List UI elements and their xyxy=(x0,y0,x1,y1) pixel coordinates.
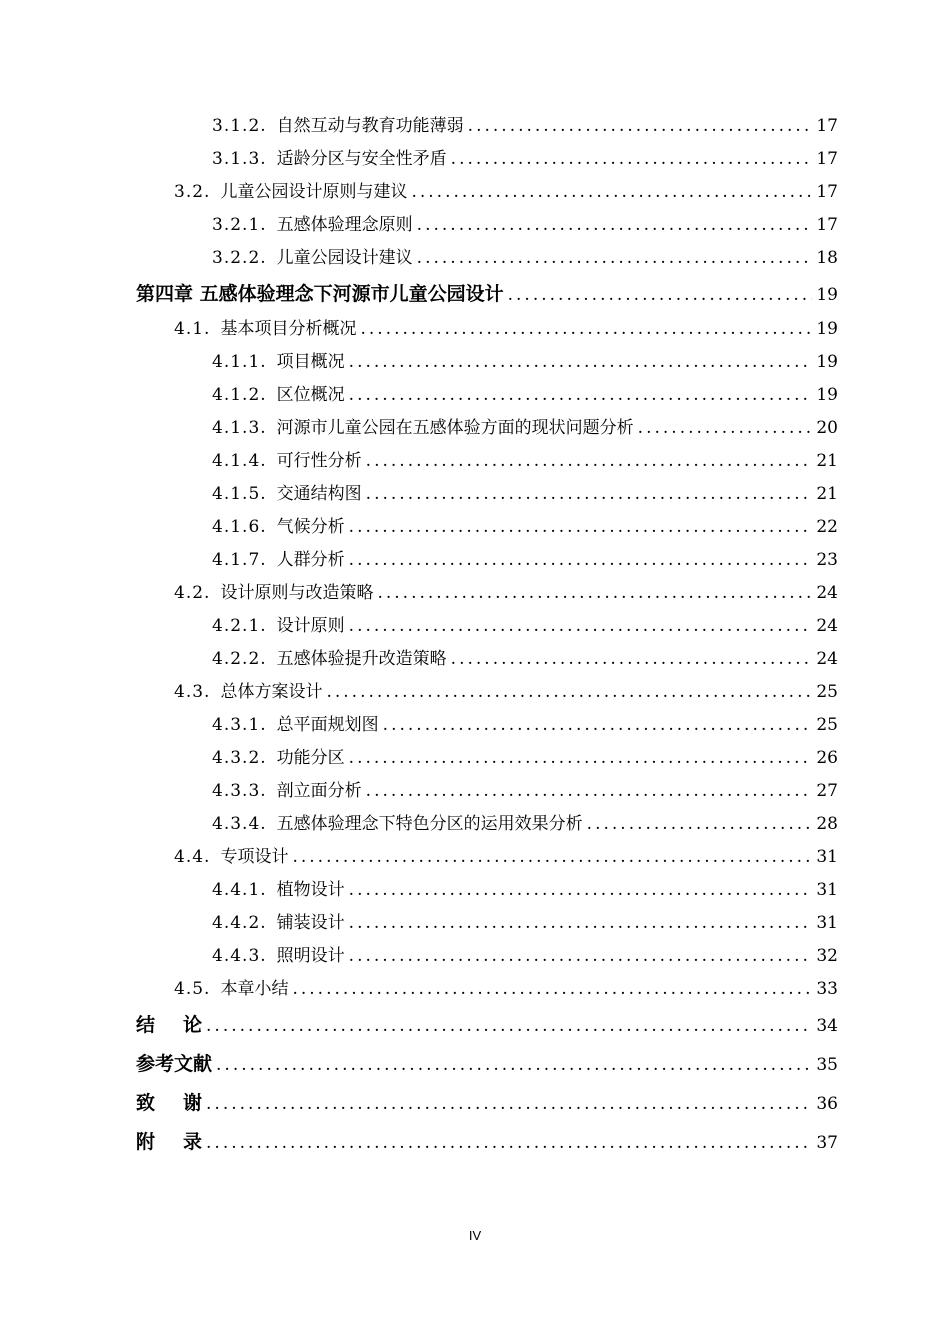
toc-leader-dots xyxy=(349,610,813,643)
toc-entry-title: 本章小结 xyxy=(220,979,289,999)
toc-entry-page: 27 xyxy=(816,781,838,801)
toc-leader-dots xyxy=(206,1124,812,1162)
toc-entry[interactable] xyxy=(136,313,838,346)
toc-entry-page: 25 xyxy=(816,682,838,702)
toc-entry-number: 4.4.2. xyxy=(212,913,267,933)
toc-entry[interactable] xyxy=(136,511,838,544)
toc-entry-title: 交通结构图 xyxy=(276,484,362,504)
toc-entry-number: 4.3.4. xyxy=(212,814,267,834)
toc-leader-dots xyxy=(349,346,813,379)
toc-leader-dots xyxy=(411,176,812,209)
toc-entry-number: 4.1.1. xyxy=(212,352,267,372)
toc-entry-page: 22 xyxy=(816,517,838,537)
table-of-contents xyxy=(136,110,838,1162)
toc-entry[interactable] xyxy=(136,973,838,1006)
toc-entry-page: 24 xyxy=(816,583,838,603)
toc-entry[interactable] xyxy=(136,775,838,808)
toc-entry-page: 28 xyxy=(816,814,838,834)
toc-entry[interactable] xyxy=(136,742,838,775)
toc-entry[interactable] xyxy=(136,1123,838,1162)
toc-entry-title: 基本项目分析概况 xyxy=(220,319,357,339)
toc-entry-page: 19 xyxy=(816,352,838,372)
toc-entry-number: 4.3.2. xyxy=(212,748,267,768)
toc-leader-dots xyxy=(377,577,812,610)
toc-entry-title: 铺装设计 xyxy=(276,913,345,933)
toc-entry-number: 4.2.1. xyxy=(212,616,267,636)
toc-entry-number: 4.1.7. xyxy=(212,550,267,570)
toc-leader-dots xyxy=(349,907,813,940)
toc-entry-title: 设计原则 xyxy=(276,616,345,636)
toc-leader-dots xyxy=(638,412,813,445)
toc-entry-page: 23 xyxy=(816,550,838,570)
toc-entry-page: 20 xyxy=(816,418,838,438)
toc-entry-number: 4.3. xyxy=(174,682,211,702)
toc-leader-dots xyxy=(417,209,813,242)
toc-entry[interactable] xyxy=(136,907,838,940)
toc-entry-number: 4.1.2. xyxy=(212,385,267,405)
toc-leader-dots xyxy=(349,544,813,577)
toc-leader-dots xyxy=(349,379,813,412)
toc-entry-number: 4.2. xyxy=(174,583,211,603)
toc-entry-page: 24 xyxy=(816,616,838,636)
toc-entry[interactable] xyxy=(136,176,838,209)
toc-entry-title: 气候分析 xyxy=(276,517,345,537)
toc-leader-dots xyxy=(366,478,813,511)
toc-leader-dots xyxy=(216,1046,812,1084)
toc-entry[interactable] xyxy=(136,209,838,242)
toc-leader-dots xyxy=(349,940,813,973)
toc-entry[interactable] xyxy=(136,242,838,275)
toc-entry-title: 五感体验理念下特色分区的运用效果分析 xyxy=(276,814,583,834)
toc-entry-page: 35 xyxy=(816,1055,838,1075)
toc-entry-page: 31 xyxy=(816,913,838,933)
toc-entry[interactable] xyxy=(136,1084,838,1123)
toc-leader-dots xyxy=(366,445,813,478)
toc-entry[interactable] xyxy=(136,478,838,511)
toc-entry-title: 儿童公园设计建议 xyxy=(276,248,413,268)
toc-entry-page: 24 xyxy=(816,649,838,669)
toc-entry-title: 专项设计 xyxy=(220,847,289,867)
toc-entry[interactable] xyxy=(136,544,838,577)
toc-entry-page: 33 xyxy=(816,979,838,999)
toc-entry[interactable] xyxy=(136,841,838,874)
toc-entry-title: 附录 xyxy=(136,1131,231,1153)
toc-entry-page: 37 xyxy=(816,1133,838,1153)
toc-entry-title: 河源市儿童公园在五感体验方面的现状问题分析 xyxy=(276,418,634,438)
toc-entry-number: 3.1.3. xyxy=(212,149,267,169)
toc-entry-page: 32 xyxy=(816,946,838,966)
toc-entry-title: 第四章 五感体验理念下河源市儿童公园设计 xyxy=(136,283,504,305)
page-number: IV xyxy=(468,1228,482,1243)
toc-entry-title: 五感体验提升改造策略 xyxy=(276,649,447,669)
toc-entry-number: 4.4.1. xyxy=(212,880,267,900)
toc-entry-title: 自然互动与教育功能薄弱 xyxy=(276,116,464,136)
toc-leader-dots xyxy=(417,242,813,275)
toc-entry-page: 17 xyxy=(816,149,838,169)
toc-leader-dots xyxy=(292,973,812,1006)
toc-entry-title: 总体方案设计 xyxy=(220,682,323,702)
toc-entry[interactable] xyxy=(136,275,838,313)
toc-leader-dots xyxy=(366,775,813,808)
toc-entry-title: 儿童公园设计原则与建议 xyxy=(220,182,408,202)
toc-entry[interactable] xyxy=(136,379,838,412)
toc-entry-page: 34 xyxy=(816,1016,838,1036)
toc-entry-number: 4.1.3. xyxy=(212,418,267,438)
toc-leader-dots xyxy=(349,742,813,775)
toc-entry-title: 总平面规划图 xyxy=(276,715,379,735)
toc-entry-number: 3.1.2. xyxy=(212,116,267,136)
toc-entry-title: 植物设计 xyxy=(276,880,345,900)
toc-entry[interactable] xyxy=(136,874,838,907)
toc-entry-page: 21 xyxy=(816,484,838,504)
toc-leader-dots xyxy=(292,841,812,874)
toc-entry[interactable] xyxy=(136,110,838,143)
toc-entry-title: 设计原则与改造策略 xyxy=(220,583,374,603)
toc-entry-number: 3.2.1. xyxy=(212,215,267,235)
toc-entry[interactable] xyxy=(136,676,838,709)
toc-leader-dots xyxy=(383,709,813,742)
toc-leader-dots xyxy=(206,1007,812,1045)
toc-entry-number: 4.1.4. xyxy=(212,451,267,471)
toc-entry-title: 适龄分区与安全性矛盾 xyxy=(276,149,447,169)
toc-entry-title: 五感体验理念原则 xyxy=(276,215,413,235)
toc-entry[interactable] xyxy=(136,412,838,445)
toc-entry[interactable] xyxy=(136,709,838,742)
toc-entry-number: 4.1. xyxy=(174,319,211,339)
toc-entry-page: 19 xyxy=(816,285,838,305)
toc-entry[interactable] xyxy=(136,1006,838,1045)
toc-entry-page: 31 xyxy=(816,847,838,867)
toc-entry-number: 4.3.1. xyxy=(212,715,267,735)
toc-leader-dots xyxy=(349,511,813,544)
toc-leader-dots xyxy=(326,676,812,709)
toc-leader-dots xyxy=(360,313,812,346)
toc-entry[interactable] xyxy=(136,940,838,973)
toc-entry-number: 3.2. xyxy=(174,182,211,202)
toc-entry-title: 区位概况 xyxy=(276,385,345,405)
toc-entry[interactable] xyxy=(136,643,838,676)
toc-entry-number: 4.2.2. xyxy=(212,649,267,669)
toc-entry-page: 31 xyxy=(816,880,838,900)
toc-entry-page: 26 xyxy=(816,748,838,768)
toc-entry-number: 4.1.5. xyxy=(212,484,267,504)
toc-entry[interactable] xyxy=(136,143,838,176)
toc-entry-title: 结论 xyxy=(136,1014,231,1036)
toc-entry-title: 致谢 xyxy=(136,1092,231,1114)
toc-leader-dots xyxy=(349,874,813,907)
toc-entry-number: 4.4.3. xyxy=(212,946,267,966)
toc-entry-page: 18 xyxy=(816,248,838,268)
toc-entry-title: 项目概况 xyxy=(276,352,345,372)
toc-entry-title: 功能分区 xyxy=(276,748,345,768)
toc-entry[interactable] xyxy=(136,808,838,841)
toc-entry-number: 4.5. xyxy=(174,979,211,999)
toc-entry-title: 剖立面分析 xyxy=(276,781,362,801)
toc-entry-page: 19 xyxy=(816,385,838,405)
toc-leader-dots xyxy=(587,808,813,841)
toc-entry-page: 25 xyxy=(816,715,838,735)
toc-entry-title: 人群分析 xyxy=(276,550,345,570)
toc-entry-title: 参考文献 xyxy=(136,1053,213,1075)
toc-entry-number: 4.4. xyxy=(174,847,211,867)
toc-entry[interactable] xyxy=(136,577,838,610)
toc-leader-dots xyxy=(508,276,813,313)
toc-entry-page: 19 xyxy=(816,319,838,339)
toc-entry[interactable] xyxy=(136,346,838,379)
toc-leader-dots xyxy=(451,643,813,676)
toc-entry-title: 可行性分析 xyxy=(276,451,362,471)
toc-entry-number: 4.1.6. xyxy=(212,517,267,537)
toc-entry-page: 17 xyxy=(816,116,838,136)
toc-entry-page: 21 xyxy=(816,451,838,471)
toc-leader-dots xyxy=(468,110,813,143)
toc-entry-page: 17 xyxy=(816,215,838,235)
toc-entry[interactable] xyxy=(136,1045,838,1084)
toc-entry-page: 17 xyxy=(816,182,838,202)
toc-entry[interactable] xyxy=(136,445,838,478)
toc-entry[interactable] xyxy=(136,610,838,643)
toc-leader-dots xyxy=(206,1085,812,1123)
toc-entry-number: 3.2.2. xyxy=(212,248,267,268)
toc-entry-title: 照明设计 xyxy=(276,946,345,966)
toc-entry-number: 4.3.3. xyxy=(212,781,267,801)
toc-entry-page: 36 xyxy=(816,1094,838,1114)
toc-leader-dots xyxy=(451,143,813,176)
